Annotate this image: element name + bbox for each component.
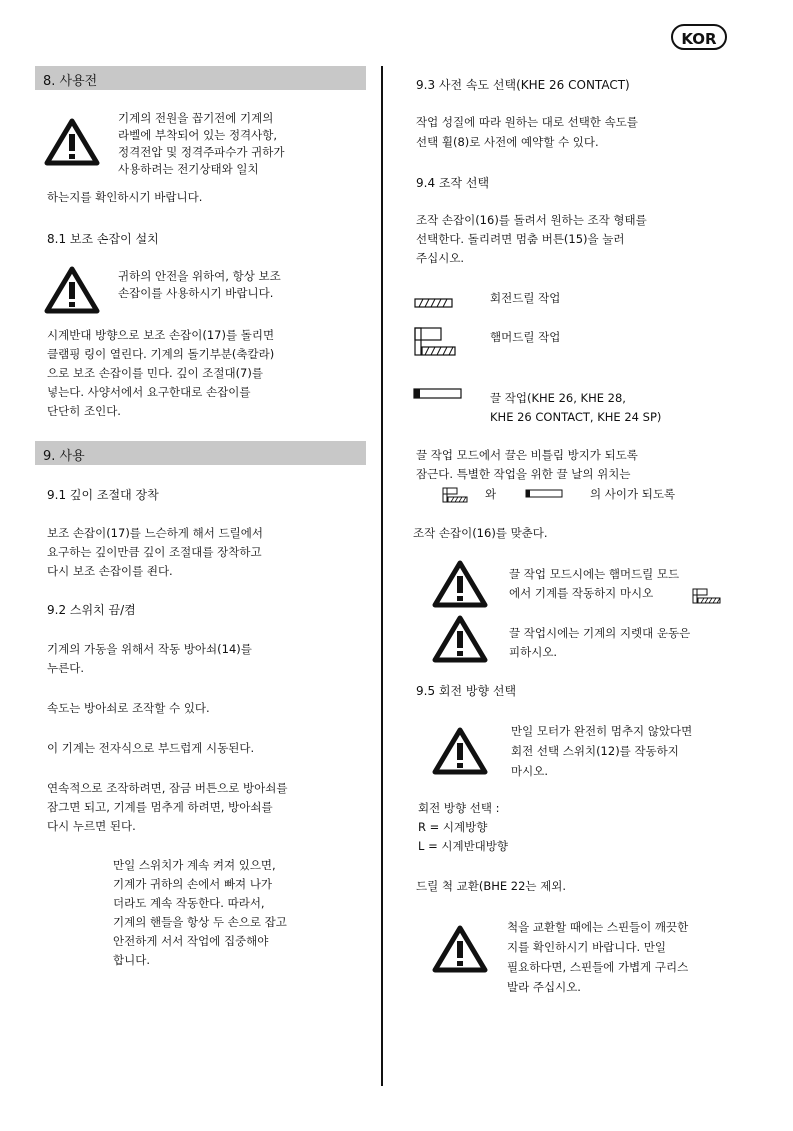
chisel-icon <box>413 387 463 401</box>
section-9-header <box>35 441 366 465</box>
chisel-wa: 와 <box>485 487 497 501</box>
section-9-title: 9. 사용 <box>43 449 85 464</box>
warning-icon <box>432 925 488 973</box>
drill-chuck-warning-text: 척을 교환할 때에는 스핀들이 깨끗한 지를 확인하시기 바랍니다. 만일 필요하다면, 스핀들에 가볍게 구리스 발라 주십시오. <box>507 920 689 994</box>
mode-chisel-label: 끌 작업(KHE 26, KHE 28, KHE 26 CONTACT, KHE 24 SP) <box>490 391 662 424</box>
hammer-drill-small-icon <box>692 587 722 605</box>
chisel-between: 의 사이가 되도록 <box>590 487 676 501</box>
section-9-1-title: 9.1 깊이 조절대 장착 <box>47 488 159 502</box>
section-9-4-title: 9.4 조작 선택 <box>416 176 490 190</box>
section-9-2-title: 9.2 스위치 끔/켬 <box>47 603 136 617</box>
warning-icon <box>44 266 100 314</box>
section-8-title: 8. 사용전 <box>43 74 98 89</box>
section-9-1-body: 보조 손잡이(17)를 느슨하게 해서 드릴에서 요구하는 깊이만큼 깊이 조절대를 장착하고 다시 보조 손잡이를 죈다. <box>47 526 263 578</box>
section-8-warning-text: 기계의 전원을 꼽기전에 기계의 라벨에 부착되어 있는 정격사항, 정격전압 및 정격주파수가 귀하가 사용하려는 전기상태와 일치 <box>118 111 285 176</box>
chisel-body: 끌 작업 모드에서 끌은 비틀림 방지가 되도록 잠근다. 특별한 작업을 위한 끌 날의 위치는 <box>416 448 638 481</box>
hammer-drill-small-icon <box>442 486 468 504</box>
rotation-direction-title: 회전 방향 선택 : <box>418 801 500 815</box>
section-8-tail: 하는지를 확인하시기 바랍니다. <box>47 190 203 204</box>
warning-icon <box>432 727 488 775</box>
drill-chuck-title: 드릴 척 교환(BHE 22는 제외. <box>416 879 567 893</box>
warning-icon <box>432 615 488 663</box>
section-9-5-title: 9.5 회전 방향 선택 <box>416 684 517 698</box>
rotation-direction-list <box>418 799 508 856</box>
section-8-header <box>35 66 366 90</box>
warning-icon <box>432 560 488 608</box>
section-9-2-para-2: 속도는 방아쇠로 조작할 수 있다. <box>47 701 210 715</box>
section-9-4-body: 조작 손잡이(16)를 돌려서 원하는 조작 형태를 선택한다. 돌리려면 멈춤 버튼(15)을 눌러 주십시오. <box>416 213 647 265</box>
section-9-2-warning-text: 만일 스위치가 계속 켜져 있으면, 기계가 귀하의 손에서 빠져 나가 더라도 계속 작동한다. 따라서, 기계의 핸들을 항상 두 손으로 잡고 안전하게 서서 작업에 집중해야 합니다. <box>113 858 287 967</box>
section-9-3-body: 작업 성질에 따라 원하는 대로 선택한 속도를 선택 휠(8)로 사전에 예약할 수 있다. <box>416 115 638 149</box>
section-8-1-body: 시계반대 방향으로 보조 손잡이(17)를 돌리면 클램핑 링이 열린다. 기계의 돌기부분(축칼라) 으로 보조 손잡이를 민다. 깊이 조절대(7)를 넣는다. 사양서에서 요구한대로 손잡이를 단단히 조인다. <box>47 328 275 418</box>
rotation-direction-l: L = 시계반대방향 <box>418 839 509 853</box>
mode-hammer-drill-label: 햄머드릴 작업 <box>490 330 561 344</box>
rotary-drill-icon <box>414 296 454 310</box>
chisel-warning-1-text: 끌 작업 모드시에는 햄머드릴 모드 에서 기계를 작동하지 마시오 <box>509 567 680 600</box>
section-8-1-warning-text: 귀하의 안전을 위하여, 항상 보조 손잡이를 사용하시기 바랍니다. <box>118 269 281 300</box>
section-9-2-para-3: 이 기계는 전자식으로 부드럽게 시동된다. <box>47 741 255 755</box>
language-badge: KOR <box>671 24 727 50</box>
section-9-2-para-4: 연속적으로 조작하려면, 잠금 버튼으로 방아쇠를 잠그면 되고, 기계를 멈추게 하려면, 방아쇠를 다시 누르면 된다. <box>47 781 288 833</box>
chisel-small-icon <box>525 489 563 499</box>
section-9-3-title: 9.3 사전 속도 선택(KHE 26 CONTACT) <box>416 78 630 92</box>
rotation-direction-r: R = 시계방향 <box>418 820 488 834</box>
chisel-warning-2-text: 끌 작업시에는 기계의 지렛대 운동은 피하시오. <box>509 626 691 659</box>
warning-icon <box>44 118 100 166</box>
hammer-drill-icon <box>413 325 457 359</box>
column-divider <box>381 66 383 1086</box>
section-9-2-para-1: 기계의 가동을 위해서 작동 방아쇠(14)를 누른다. <box>47 642 252 675</box>
chisel-body-2: 조작 손잡이(16)를 맞춘다. <box>413 526 548 540</box>
section-9-5-warning-text: 만일 모터가 완전히 멈추지 않았다면 회전 선택 스위치(12)를 작동하지 마시오. <box>511 724 693 778</box>
section-8-1-title: 8.1 보조 손잡이 설치 <box>47 232 159 246</box>
mode-rotary-drill-label: 회전드릴 작업 <box>490 291 561 305</box>
